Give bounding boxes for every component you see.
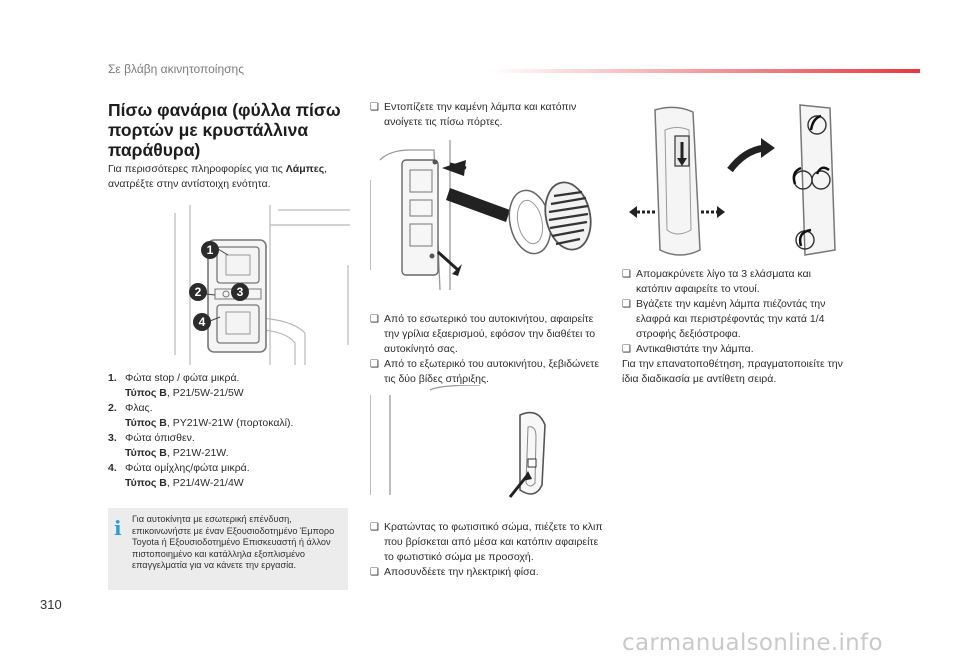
list-item-type: Τύπος B, P21/5W-21/5W — [125, 387, 244, 399]
step-item: ❑ Από το εσωτερικό του αυτοκινήτου, αφαιρείτε την γρίλια εξαερισμού, εφόσον την διαθέτει το αυτοκίνητό σας. — [370, 313, 596, 355]
checkbox-marker-icon: ❑ — [622, 344, 631, 355]
info-box — [108, 508, 348, 590]
intro-text-before: Για περισσότερες πληροφορίες για τις — [108, 163, 286, 175]
header-accent-bar — [490, 69, 920, 73]
section-header: Σε βλάβη ακινητοποίησης — [108, 62, 245, 76]
vent-grille-figure — [370, 140, 610, 300]
steps-bottom — [370, 520, 610, 580]
step-item: ❑ Από το εξωτερικό του αυτοκινήτου, ξεβιδώνετε τις δύο βίδες στήριξης. — [370, 358, 599, 385]
steps-mid — [370, 312, 605, 387]
list-item-type: Τύπος B, P21W-21W. — [125, 447, 229, 459]
list-item-type: Τύπος B, PY21W-21W (πορτοκαλί). — [125, 417, 294, 429]
step-item: ❑ Αποσυνδέετε την ηλεκτρική φίσα. — [370, 566, 539, 578]
watermark: carmanualsonline.info — [622, 630, 883, 656]
list-item-type: Τύπος B, P21/4W-21/4W — [125, 477, 244, 489]
checkbox-marker-icon: ❑ — [370, 359, 379, 370]
checkbox-marker-icon: ❑ — [622, 299, 631, 310]
step-item: ❑ Απομακρύνετε λίγο τα 3 ελάσματα και κατόπιν αφαιρείτε το ντουί. — [622, 268, 811, 295]
list-item: 1. Φώτα stop / φώτα μικρά. — [108, 372, 240, 384]
checkbox-marker-icon: ❑ — [370, 567, 379, 578]
bulb-holder-figure — [625, 100, 840, 260]
checkbox-marker-icon: ❑ — [370, 314, 379, 325]
intro-text-after: , ανατρέξτε στην αντίστοιχη ενότητα. — [108, 163, 328, 190]
info-text: Για αυτοκίνητα με εσωτερική επένδυση, επικοινωνήστε με έναν Εξουσιοδοτημένο Έμπορο Toyota ή Εξουσιοδοτημένο Επισκευαστή ή άλλον πιστοποιημένο και κατάλληλα εξοπλισμένο επαγγελματία για να κάνετε την εργασία. — [132, 514, 335, 571]
intro-link-bulbs[interactable]: Λάμπες — [285, 163, 325, 175]
list-item: 3. Φώτα όπισθεν. — [108, 432, 195, 444]
step-item: ❑ Βγάζετε την καμένη λάμπα πιέζοντάς την ελαφρά και περιστρέφοντάς την κατά 1/4 στροφής δεξιόστροφα. — [622, 298, 826, 340]
intro-paragraph — [108, 162, 358, 192]
page-number: 310 — [40, 597, 62, 612]
refit-note: Για την επανατοποθέτηση, πραγματοποιείτε την ίδια διαδικασία με αντίθετη σειρά. — [622, 358, 843, 385]
page-title: Πίσω φανάρια (φύλλα πίσω πορτών με κρυστάλλινα παράθυρα) — [108, 100, 341, 160]
callout-2: 2 — [189, 283, 207, 301]
list-item: 2. Φλας. — [108, 402, 153, 414]
checkbox-marker-icon: ❑ — [622, 269, 631, 280]
step-item: ❑ Εντοπίζετε την καμένη λάμπα και κατόπιν ανοίγετε τις πίσω πόρτες. — [370, 101, 577, 128]
clip-release-figure — [370, 385, 610, 505]
steps-top — [370, 100, 605, 130]
steps-right — [622, 267, 847, 387]
list-item: 4. Φώτα ομίχλης/φώτα μικρά. — [108, 462, 250, 474]
info-icon: i — [114, 516, 122, 540]
checkbox-marker-icon: ❑ — [370, 102, 379, 113]
callout-1: 1 — [201, 241, 219, 259]
bulb-list — [108, 371, 358, 491]
step-item: ❑ Κρατώντας το φωτισιτικό σώμα, πιέζετε το κλιπ που βρίσκεται από μέσα και κατόπιν αφαιρείτε το φωτιστικό σώμα με προσοχή. — [370, 521, 603, 563]
callout-3: 3 — [231, 283, 249, 301]
checkbox-marker-icon: ❑ — [370, 522, 379, 533]
step-item: ❑ Αντικαθιστάτε την λάμπα. — [622, 343, 754, 355]
callout-4: 4 — [193, 313, 211, 331]
